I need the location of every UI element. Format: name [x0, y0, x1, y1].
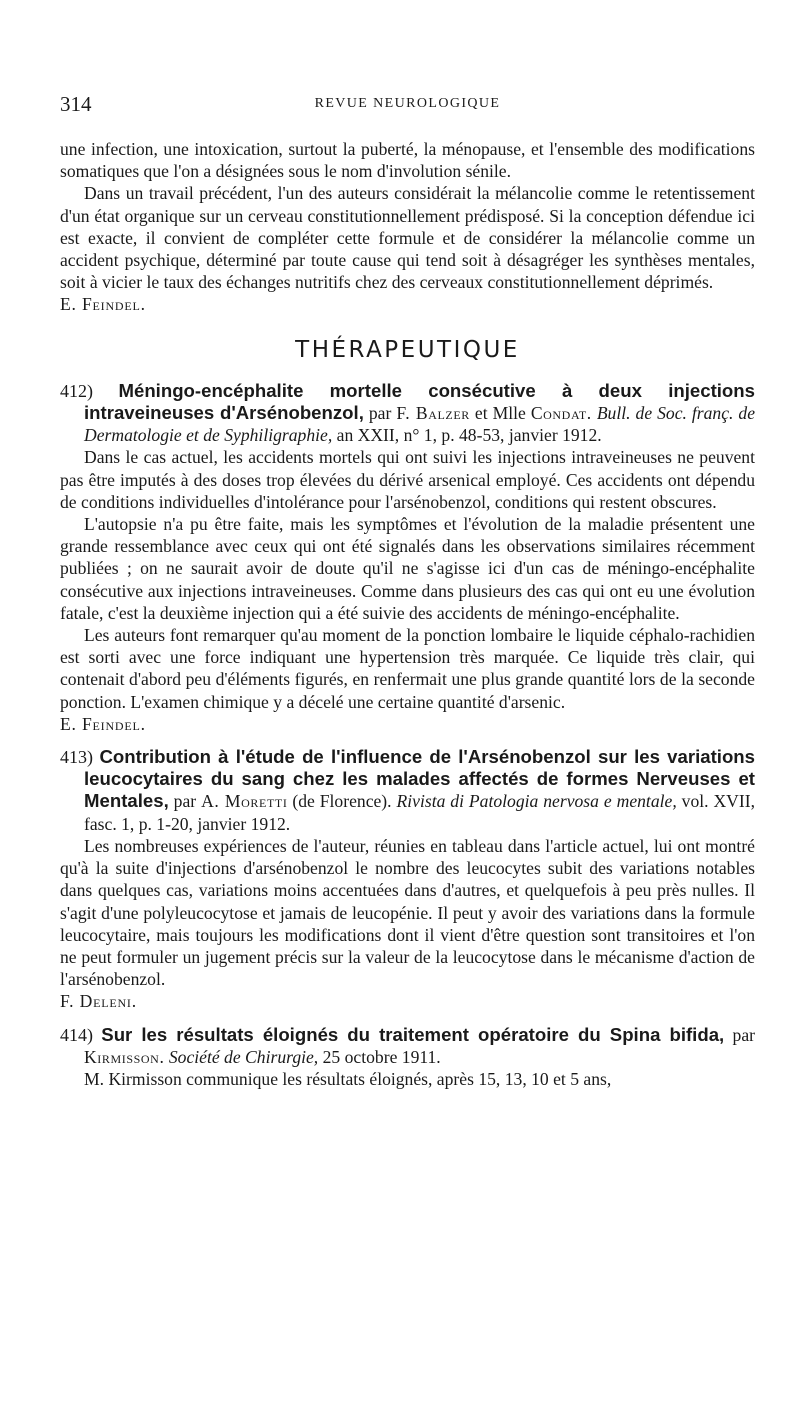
article-heading — [60, 746, 755, 835]
article-reference: 25 octobre 1911. — [322, 1046, 441, 1067]
article-author: F. Balzer — [396, 403, 470, 424]
intro-paragraph: Dans un travail précédent, l'un des auteurs considérait la mélancolie comme le retentissement d'un état organique sur un cerveau constitutionnellement prédisposé. Si la conception défendue ici est exacte, il convient de compléter cette formule et de considérer la mélancolie comme un accident psychique, déterminé par toute cause qui tend soit à désagréger les synthèses mentales, soit à vicier le taux des échanges nutritifs chez des cerveaux constitutionnellement déprimés. — [60, 183, 755, 293]
article-paragraph: L'autopsie n'a pu être faite, mais les symptômes et l'évolution de la maladie présentent une grande ressemblance avec ceux qui ont été signalés dans les observations similaires récemment publiées ; on ne saurait avoir de doute qu'il ne s'agisse ici d'un cas de méningo-encéphalite consécutive aux injections intraveineuses. Comme dans plusieurs des cas qui ont eu une évolution fatale, c'est la deuxième injection qui a été suivie des accidents de méningo-encéphalite. — [60, 514, 755, 623]
article-reference: an XXII, n° 1, p. 48-53, janvier 1912. — [336, 425, 602, 446]
article-author: A. Moretti — [201, 791, 288, 812]
article-source: Bull. de Soc. franç. de Dermatologie et de Syphiligraphie, — [84, 403, 756, 446]
article-paragraph: Les auteurs font remarquer qu'au moment de la ponction lombaire le liquide céphalo-rachidien est sorti avec une force indiquant une hypertension très marquée. Ce liquide très clair, qui contenait d'abord peu d'éléments figurés, en renfermait une plus grande quantité lors de la seconde ponction. L'examen chimique y a décelé une certaine quantité d'arsenic. — [60, 625, 755, 712]
article-number: 412) — [60, 380, 93, 401]
intro-paragraph: une infection, une intoxication, surtout la puberté, la ménopause, et l'ensemble des modifications somatiques que l'on a désignées sous le nom d'involution sénile. — [60, 139, 755, 182]
page-header — [60, 92, 755, 122]
byline-connector: et Mlle — [474, 403, 526, 424]
article-paragraph: Dans le cas actuel, les accidents mortels qui ont suivi les injections intraveineuses ne peuvent pas être imputés à des doses trop élevées du dérivé arsenical employé. Ces accidents ont dépendu de conditions individuelles d'intolérance pour l'arsénobenzol, conditions qui restent obscures. — [60, 447, 755, 512]
article-title: Contribution à l'étude de l'influence de l'Arsénobenzol sur les variations leucocytaires du sang chez les malades affectés de formes Nerveuses et Mentales, — [84, 746, 755, 812]
author-signature: E. Feindel. — [60, 294, 146, 315]
article-paragraph: Les nombreuses expériences de l'auteur, réunies en tableau dans l'article actuel, lui ont montré qu'à la suite d'injections d'arsénobenzol le nombre des leucocytes subit des variations notables dans quelques cas, variations moins accentuées dans d'autres, et quelquefois à peu près nulles. Il s'agit d'une polyleucocytose et jamais de leucopénie. Il peut y avoir des variations dans la formule leucocytaire, mais toujours les modifications dont il vient d'être question sont transitoires et l'on ne peut formuler un jugement précis sur la valeur de la leucocytose dans le mécanisme d'action de l'arsénobenzol. — [60, 835, 755, 990]
article-title: Sur les résultats éloignés du traitement opératoire du Spina bifida, — [101, 1023, 725, 1045]
article-414 — [60, 1024, 755, 1091]
author-signature: F. Deleni. — [60, 991, 137, 1012]
byline-prefix: par — [732, 1024, 755, 1045]
byline-prefix: par — [173, 791, 197, 812]
article-heading — [60, 1024, 755, 1068]
running-title: REVUE NEUROLOGIQUE — [314, 96, 501, 111]
article-reference: vol. XVII, fasc. 1, p. 1-20, janvier 1912. — [84, 791, 755, 834]
byline-connector: (de Florence). — [292, 791, 392, 812]
article-paragraph: M. Kirmisson communique les résultats éloignés, après 15, 13, 10 et 5 ans, — [84, 1068, 612, 1089]
article-source: Rivista di Patologia nervosa e mentale, — [396, 791, 677, 812]
article-number: 414) — [60, 1024, 93, 1045]
article-title: Méningo-encéphalite mortelle consécutive à deux injections intraveineuses d'Arsénobenzol, — [84, 379, 755, 424]
article-number: 413) — [60, 747, 93, 768]
section-title: THÉRAPEUTIQUE — [295, 336, 520, 363]
author-signature: E. Feindel. — [60, 713, 146, 734]
article-heading — [60, 380, 755, 447]
byline-prefix: par — [368, 403, 392, 424]
page-number: 314 — [60, 92, 92, 116]
page-content — [60, 138, 755, 1090]
article-413 — [60, 746, 755, 1012]
article-source: Société de Chirurgie, — [168, 1046, 319, 1067]
article-412 — [60, 380, 755, 735]
article-author: Condat. — [530, 403, 592, 424]
article-author: Kirmisson. — [84, 1046, 165, 1067]
